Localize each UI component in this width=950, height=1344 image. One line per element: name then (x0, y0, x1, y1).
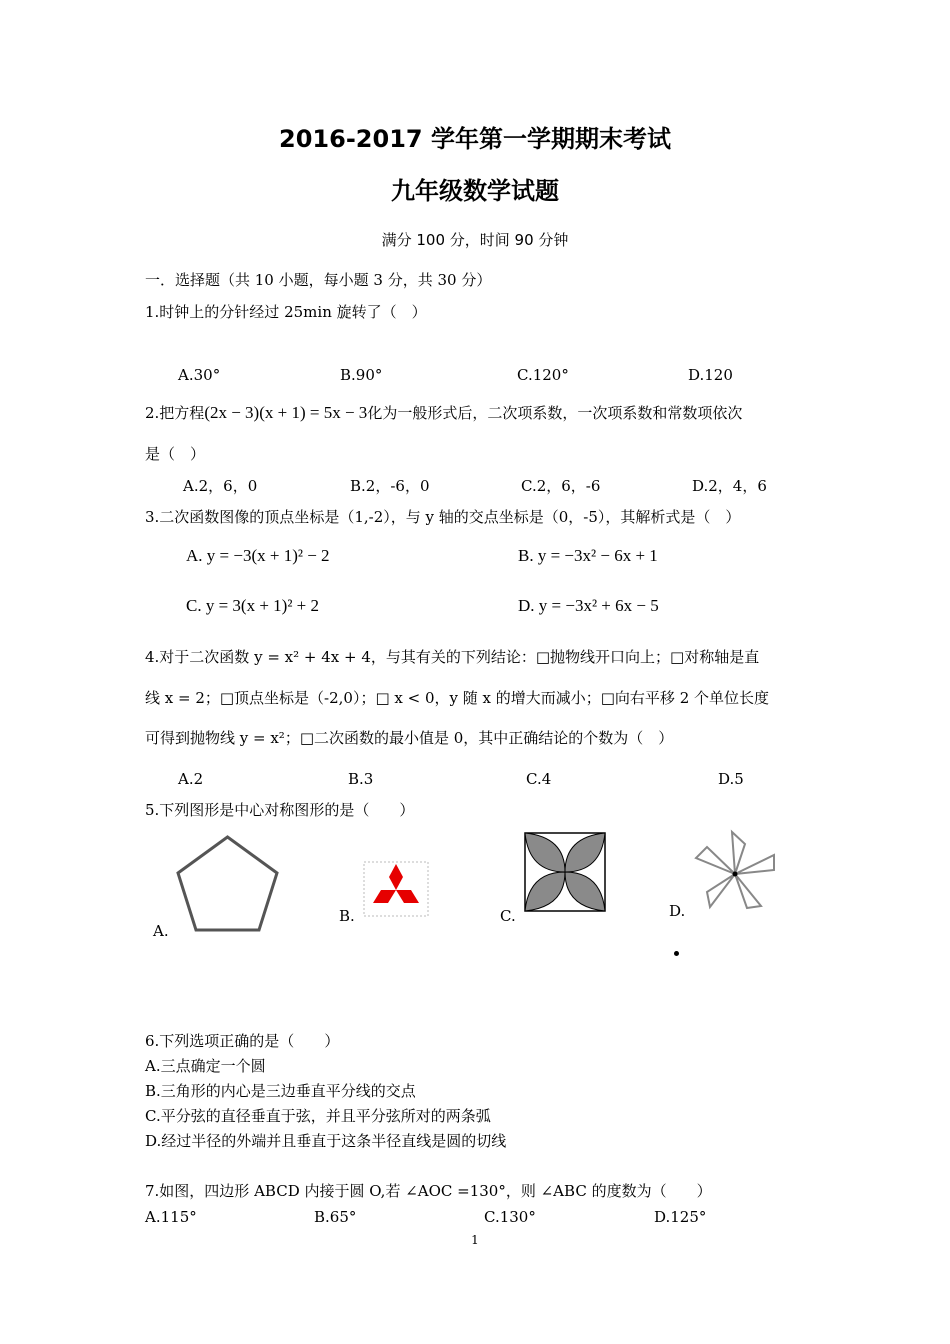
exam-subtitle: 九年级数学试题 (391, 177, 559, 205)
q1-option-a: A.30° (178, 366, 221, 384)
figure-a-pentagon (170, 832, 285, 937)
q3-option-d: D. y = −3x² + 6x − 5 (518, 596, 659, 615)
q3-option-a: A. y = −3(x + 1)² − 2 (186, 546, 330, 565)
q6-option-b: B.三角形的内心是三边垂直平分线的交点 (145, 1082, 416, 1100)
q7-option-c: C.130° (484, 1208, 536, 1226)
q6-option-a: A.三点确定一个圆 (145, 1057, 266, 1075)
q4-option-c: C.4 (526, 770, 552, 788)
page-number: 1 (471, 1233, 479, 1247)
q6-stem: 6.下列选项正确的是（ ） (145, 1032, 340, 1050)
q1-option-c: C.120° (517, 366, 569, 384)
q4-line3: 可得到抛物线 y = x²；□二次函数的最小值是 0，其中正确结论的个数为（ ） (145, 729, 674, 747)
q2-option-d: D.2，4，6 (692, 477, 767, 495)
q7-stem: 7.如图，四边形 ABCD 内接于圆 O,若 ∠AOC =130°，则 ∠ABC 的度数为（ ） (145, 1182, 712, 1200)
q2-option-c: C.2，6，-6 (521, 477, 601, 495)
q1-option-d: D.120 (688, 366, 733, 384)
q2-option-b: B.2，-6，0 (350, 477, 430, 495)
q4-line1: 4.对于二次函数 y = x² + 4x + 4，与其有关的下列结论：□抛物线开口向上；□对称轴是直 (145, 648, 760, 666)
q5-option-a: A. (153, 922, 169, 940)
exam-info: 满分 100 分，时间 90 分钟 (381, 231, 569, 249)
q5-option-d: D. (669, 902, 686, 920)
q4-option-a: A.2 (178, 770, 204, 788)
q2-stem-post: 化为一般形式后，二次项系数，一次项系数和常数项依次 (367, 404, 743, 422)
q5-option-b: B. (339, 907, 355, 925)
q1-option-b: B.90° (340, 366, 383, 384)
figure-c-petal-square (524, 832, 606, 912)
q3-option-c: C. y = 3(x + 1)² + 2 (186, 596, 320, 615)
exam-title: 2016-2017 学年第一学期期末考试 (279, 125, 671, 153)
q2-stem (145, 403, 742, 423)
q1-stem: 1.时钟上的分针经过 25min 旋转了（ ） (145, 303, 427, 321)
bullet-dot (674, 951, 679, 956)
q2-equation: (2x − 3)(x + 1) = 5x − 3 (204, 403, 368, 422)
q5-option-c: C. (500, 907, 516, 925)
q2-stem-line2: 是（ ） (145, 445, 206, 463)
q6-option-c: C.平分弦的直径垂直于弦，并且平分弦所对的两条弧 (145, 1107, 491, 1125)
q7-option-d: D.125° (654, 1208, 707, 1226)
q7-option-a: A.115° (145, 1208, 197, 1226)
q2-option-a: A.2，6，0 (183, 477, 258, 495)
figure-d-pinwheel (690, 826, 782, 912)
q4-option-d: D.5 (718, 770, 744, 788)
q4-line2: 线 x = 2；□顶点坐标是（-2,0）；□ x < 0，y 随 x 的增大而减小；□向右平移 2 个单位长度 (145, 689, 770, 707)
q2-stem-pre: 2.把方程 (145, 404, 205, 422)
q3-option-b: B. y = −3x² − 6x + 1 (518, 546, 658, 565)
q7-option-b: B.65° (314, 1208, 357, 1226)
q3-stem: 3.二次函数图像的顶点坐标是（1,-2），与 y 轴的交点坐标是（0，-5），其解析式是（ ） (145, 508, 741, 526)
q4-option-b: B.3 (348, 770, 374, 788)
section-heading: 一．选择题（共 10 小题，每小题 3 分，共 30 分） (145, 271, 492, 289)
q5-stem: 5.下列图形是中心对称图形的是（ ） (145, 801, 415, 819)
q6-option-d: D.经过半径的外端并且垂直于这条半径直线是圆的切线 (145, 1132, 507, 1150)
figure-b-diamond-logo (360, 858, 432, 920)
